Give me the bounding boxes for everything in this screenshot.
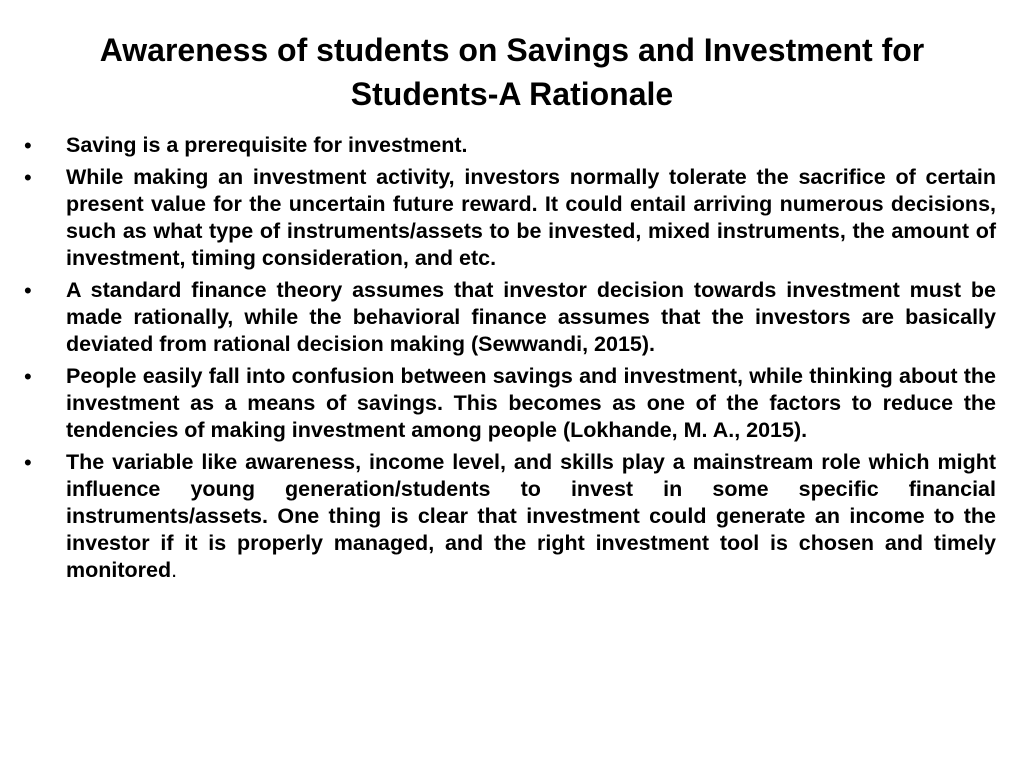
bullet-icon: • [24,364,32,389]
bullet-icon: • [24,450,32,475]
bullet-icon: • [24,133,32,158]
bullet-icon: • [24,278,32,303]
bullet-item [24,363,996,444]
bullet-text: People easily fall into confusion between savings and investment, while thinking about the investment as a means of savings. This becomes as one of the factors to reduce the tendencies of making investment among people (Lokhande, M. A., 2015). [66,364,996,442]
bullet-text: The variable like awareness, income level, and skills play a mainstream role which might influence young generation/students to invest in some specific financial instruments/assets. One thing is clear that investment could generate an income to the investor if it is properly managed, and the right investment tool is chosen and timely monitored [66,450,996,582]
bullet-text: Saving is a prerequisite for investment. [66,133,468,157]
bullet-trailing-period: . [171,558,178,582]
bullet-item [24,132,996,159]
bullet-list [24,132,996,589]
bullet-text: While making an investment activity, investors normally tolerate the sacrifice of certain present value for the uncertain future reward. It could entail arriving numerous decisions, such as what type of instruments/assets to be invested, mixed instruments, the amount of investment, timing consideration, and etc. [66,165,996,270]
bullet-icon: • [24,165,32,190]
bullet-item [24,277,996,358]
bullet-item [24,164,996,272]
bullet-text: A standard finance theory assumes that investor decision towards investment must be made rationally, while the behavioral finance assumes that the investors are basically deviated from rational decision making (Sewwandi, 2015). [66,278,996,356]
slide-title: Awareness of students on Savings and Investment for Students-A Rationale [99,32,925,112]
bullet-item [24,449,996,584]
